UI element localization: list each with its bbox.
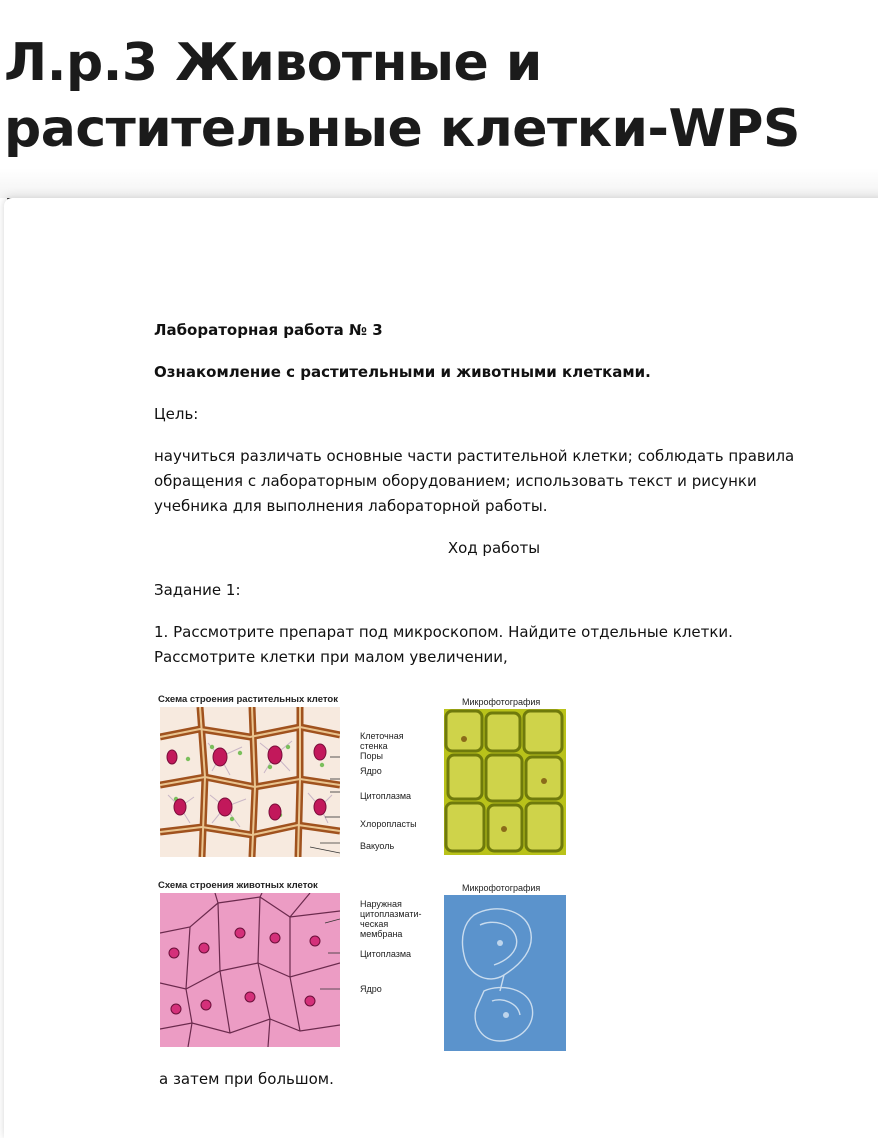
label-animal-nucleus: Ядро: [360, 984, 382, 994]
document-title: Л.р.3 Животные и растительные клетки-WPS: [4, 33, 800, 159]
label-plant-cytoplasm: Цитоплазма: [360, 791, 412, 801]
plant-cell-diagram: [160, 707, 340, 857]
animal-photo-title: Микрофотография: [462, 883, 541, 893]
animal-micrograph: [444, 895, 566, 1051]
label-pores: Поры: [360, 751, 383, 761]
task-text: 1. Рассмотрите препарат под микроскопом. Найдите отдельные клетки. Рассмотрите клетки при малом увеличении,: [154, 623, 733, 666]
label-membrane: Наружная цитоплазмати-ческая мембрана: [360, 899, 422, 939]
lab-subheading: Ознакомление с растительными и животными клетками.: [154, 363, 651, 381]
procedure-heading: Ход работы: [447, 539, 541, 557]
goal-text: научиться различать основные части растительной клетки; соблюдать правила обращения с лабораторным оборудованием; использовать текст и рисунки учебника для выполнения лабораторной работы.: [154, 447, 795, 515]
label-chloroplasts: Хлоропласты: [360, 819, 417, 829]
task-label: Задание 1:: [154, 581, 241, 599]
document-page: [4, 198, 878, 1138]
after-figure-text: а затем при большом.: [159, 1070, 334, 1088]
animal-cell-diagram: [160, 893, 340, 1047]
plant-diagram-title: Схема строения растительных клеток: [158, 694, 338, 705]
plant-micrograph: [444, 709, 566, 855]
label-animal-cytoplasm: Цитоплазма: [360, 949, 412, 959]
label-cell-wall: Клеточная стенка: [360, 731, 404, 751]
plant-photo-title: Микрофотография: [462, 697, 541, 707]
label-plant-nucleus: Ядро: [360, 766, 382, 776]
label-vacuole: Вакуоль: [360, 841, 395, 851]
document-content: [154, 318, 834, 1109]
cells-figure: [154, 687, 566, 1057]
lab-heading: Лабораторная работа № 3: [154, 321, 383, 339]
header-divider: [0, 168, 878, 198]
animal-diagram-title: Схема строения животных клеток: [158, 880, 318, 891]
goal-label: Цель:: [154, 405, 199, 423]
